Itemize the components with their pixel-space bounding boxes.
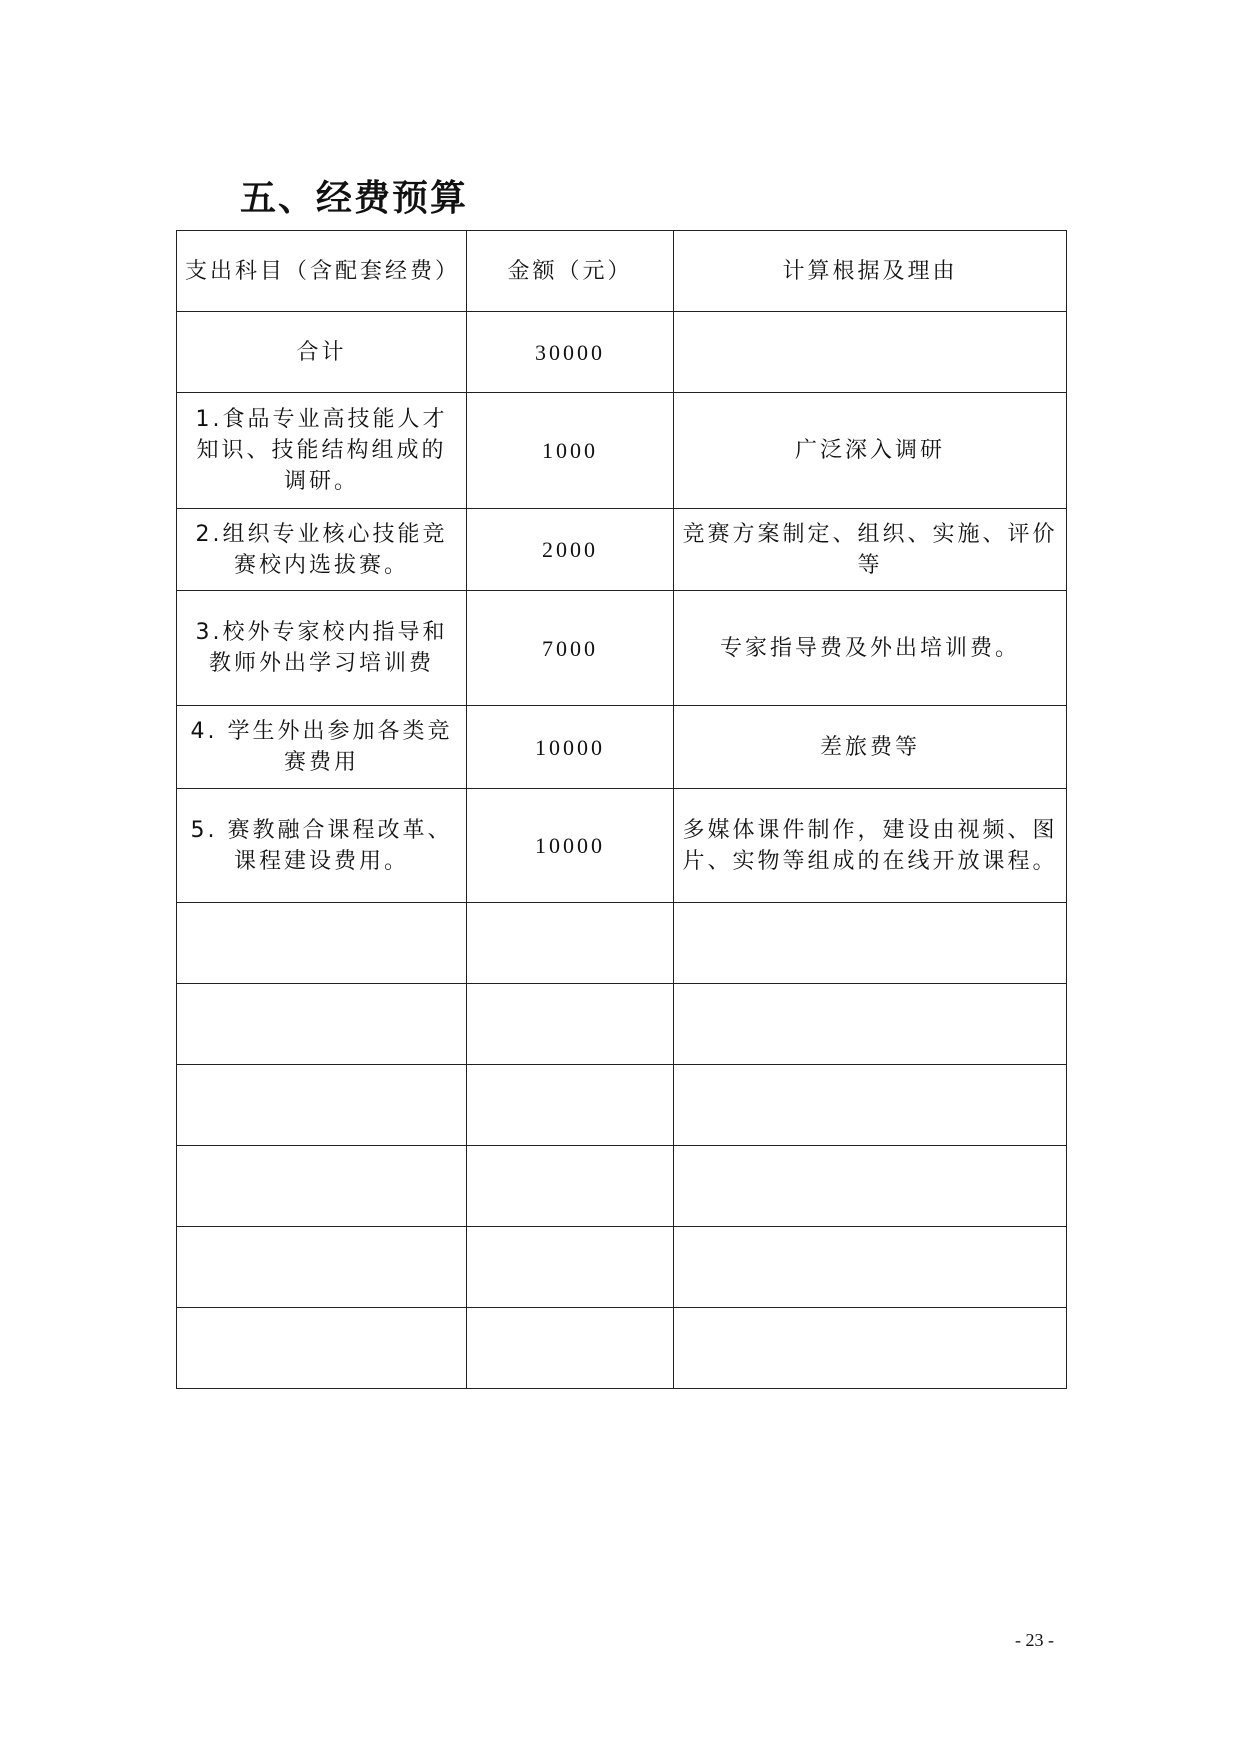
row-item: 5. 赛教融合课程改革、课程建设费用。 bbox=[177, 789, 467, 903]
empty-row bbox=[177, 903, 1067, 984]
header-item: 支出科目（含配套经费） bbox=[177, 231, 467, 312]
total-amount: 30000 bbox=[467, 312, 674, 393]
table-row bbox=[177, 393, 1067, 509]
empty-row bbox=[177, 1065, 1067, 1146]
empty-cell bbox=[674, 1146, 1067, 1227]
page-number: - 23 - bbox=[1015, 1630, 1054, 1650]
budget-table bbox=[176, 230, 1067, 1389]
empty-row bbox=[177, 1308, 1067, 1389]
row-amount: 7000 bbox=[467, 591, 674, 706]
empty-cell bbox=[177, 984, 467, 1065]
empty-cell bbox=[674, 1065, 1067, 1146]
row-basis: 差旅费等 bbox=[674, 706, 1067, 789]
header-basis: 计算根据及理由 bbox=[674, 231, 1067, 312]
row-item: 4. 学生外出参加各类竞赛费用 bbox=[177, 706, 467, 789]
empty-cell bbox=[674, 1227, 1067, 1308]
row-item: 2.组织专业核心技能竞赛校内选拔赛。 bbox=[177, 509, 467, 591]
empty-cell bbox=[177, 1146, 467, 1227]
table-row bbox=[177, 509, 1067, 591]
header-amount: 金额（元） bbox=[467, 231, 674, 312]
total-label: 合计 bbox=[177, 312, 467, 393]
row-amount: 2000 bbox=[467, 509, 674, 591]
row-amount: 1000 bbox=[467, 393, 674, 509]
empty-cell bbox=[177, 903, 467, 984]
table-row bbox=[177, 706, 1067, 789]
row-basis: 专家指导费及外出培训费。 bbox=[674, 591, 1067, 706]
empty-cell bbox=[467, 1146, 674, 1227]
total-row bbox=[177, 312, 1067, 393]
row-item: 1.食品专业高技能人才知识、技能结构组成的调研。 bbox=[177, 393, 467, 509]
empty-cell bbox=[177, 1308, 467, 1389]
empty-row bbox=[177, 1146, 1067, 1227]
empty-cell bbox=[674, 1308, 1067, 1389]
total-basis bbox=[674, 312, 1067, 393]
empty-cell bbox=[467, 903, 674, 984]
row-basis: 竞赛方案制定、组织、实施、评价等 bbox=[674, 509, 1067, 591]
empty-row bbox=[177, 1227, 1067, 1308]
table-header-row bbox=[177, 231, 1067, 312]
empty-cell bbox=[674, 984, 1067, 1065]
empty-cell bbox=[467, 984, 674, 1065]
row-basis: 多媒体课件制作，建设由视频、图片、实物等组成的在线开放课程。 bbox=[674, 789, 1067, 903]
empty-row bbox=[177, 984, 1067, 1065]
empty-cell bbox=[177, 1227, 467, 1308]
table-row bbox=[177, 591, 1067, 706]
empty-cell bbox=[674, 903, 1067, 984]
empty-cell bbox=[467, 1227, 674, 1308]
empty-cell bbox=[467, 1065, 674, 1146]
empty-cell bbox=[467, 1308, 674, 1389]
row-basis: 广泛深入调研 bbox=[674, 393, 1067, 509]
row-item: 3.校外专家校内指导和教师外出学习培训费 bbox=[177, 591, 467, 706]
empty-cell bbox=[177, 1065, 467, 1146]
table-row bbox=[177, 789, 1067, 903]
section-title: 五、经费预算 bbox=[240, 178, 469, 219]
row-amount: 10000 bbox=[467, 789, 674, 903]
row-amount: 10000 bbox=[467, 706, 674, 789]
